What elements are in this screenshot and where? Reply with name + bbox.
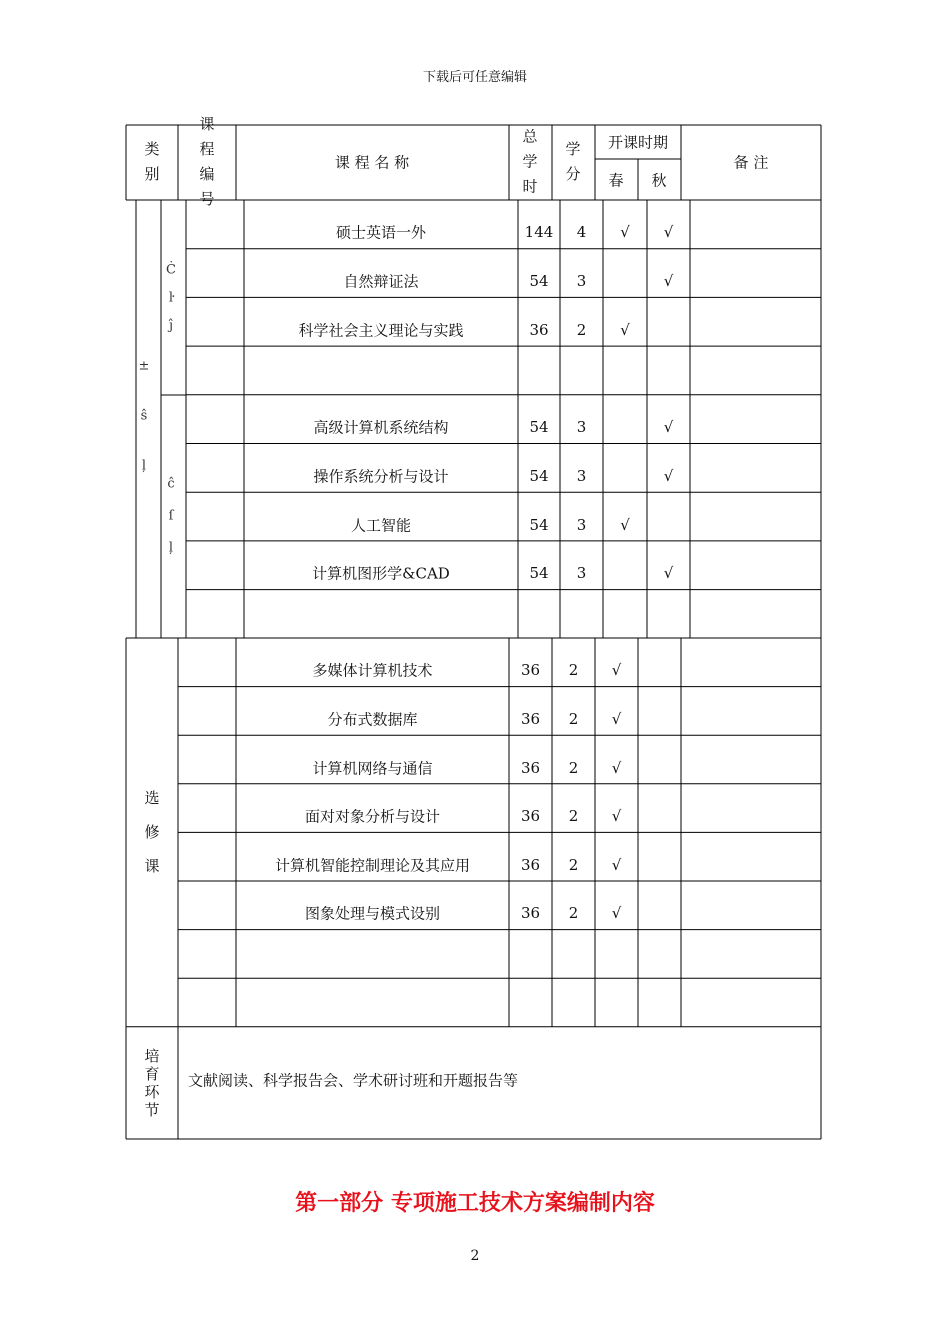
- page-header-note: 下载后可任意编辑: [422, 70, 527, 85]
- required-course-spring: √: [620, 320, 630, 339]
- elective-course-hours: 36: [520, 807, 541, 826]
- elective-course-credits: 2: [568, 758, 579, 777]
- group-fragment-outer: ±: [138, 358, 150, 374]
- required-course-credits: 3: [576, 418, 587, 437]
- required-course-name: 自然辩证法: [343, 272, 419, 291]
- elective-course-spring: √: [611, 709, 622, 728]
- elective-course-name: 面对对象分析与设计: [304, 807, 441, 826]
- header-remarks: 备 注: [733, 153, 769, 172]
- required-course-credits: 2: [576, 320, 587, 339]
- elective-course-hours: 36: [520, 758, 541, 777]
- required-course-spring: √: [620, 515, 630, 534]
- required-course-autumn: √: [663, 418, 674, 437]
- group-fragment-second: ſ: [168, 508, 174, 524]
- required-course-hours: 36: [529, 320, 549, 339]
- header-credits: 学 分: [565, 140, 581, 183]
- elective-course-credits: 2: [568, 709, 579, 728]
- required-course-hours: 54: [529, 272, 549, 291]
- required-course-hours: 144: [524, 223, 554, 242]
- elective-course-credits: 2: [568, 661, 579, 680]
- elective-course-spring: √: [611, 855, 622, 874]
- group-fragment-first: ŀ: [168, 290, 174, 306]
- elective-course-spring: √: [611, 904, 622, 923]
- elective-course-credits: 2: [568, 807, 579, 826]
- required-course-hours: 54: [529, 515, 549, 534]
- required-course-name: 计算机图形学&CAD: [312, 564, 450, 583]
- required-course-name: 科学社会主义理论与实践: [298, 321, 464, 340]
- elective-course-name: 图象处理与模式设别: [304, 904, 441, 923]
- elective-course-hours: 36: [520, 661, 541, 680]
- elective-course-name: 计算机网络与通信: [312, 759, 433, 777]
- required-course-name: 人工智能: [350, 516, 412, 535]
- required-course-credits: 3: [576, 515, 587, 534]
- training-label: 培 育 环 节: [144, 1047, 160, 1119]
- required-course-credits: 4: [576, 223, 587, 242]
- required-course-name: 硕士英语一外: [335, 223, 427, 242]
- elective-course-spring: √: [611, 661, 622, 680]
- required-course-hours: 54: [529, 418, 549, 437]
- elective-course-spring: √: [611, 807, 622, 826]
- header-category: 类 别: [144, 140, 160, 183]
- elective-course-hours: 36: [520, 709, 541, 728]
- group-fragment-first: Ċ: [166, 262, 176, 278]
- elective-course-credits: 2: [568, 855, 579, 874]
- elective-course-spring: √: [611, 758, 622, 777]
- elective-course-credits: 2: [568, 904, 579, 923]
- header-term: 开课时期: [607, 133, 669, 152]
- page-number: 2: [470, 1248, 480, 1264]
- group-fragment-first: ĵ: [168, 318, 174, 334]
- training-text: 文献阅读、科学报告会、学术研讨班和开题报告等: [188, 1071, 519, 1090]
- required-course-autumn: √: [663, 564, 674, 583]
- elective-label: 选 修 课: [144, 789, 160, 875]
- elective-course-name: 分布式数据库: [327, 710, 418, 729]
- group-fragment-second: ĉ: [167, 476, 175, 492]
- required-course-autumn: √: [663, 466, 674, 485]
- group-fragment-second: ļ: [168, 540, 174, 556]
- required-course-credits: 3: [576, 466, 587, 485]
- required-course-hours: 54: [529, 466, 549, 485]
- part-title: 第一部分 专项施工技术方案编制内容: [295, 1190, 655, 1216]
- required-course-name: 高级计算机系统结构: [313, 418, 449, 437]
- header-total-hours: 总 学 时: [522, 127, 538, 196]
- elective-course-hours: 36: [520, 904, 541, 923]
- required-course-spring: √: [620, 223, 630, 242]
- header-course-code: 课程 编号: [199, 115, 215, 208]
- required-course-credits: 3: [576, 564, 587, 583]
- header-autumn: 秋: [651, 171, 667, 190]
- elective-course-name: 计算机智能控制理论及其应用: [274, 856, 471, 875]
- required-course-name: 操作系统分析与设计: [313, 467, 449, 486]
- elective-course-hours: 36: [520, 855, 541, 874]
- group-fragment-outer: ļ: [141, 458, 147, 474]
- required-course-hours: 54: [529, 564, 549, 583]
- group-fragment-outer: ŝ: [140, 408, 148, 424]
- header-spring: 春: [608, 171, 624, 190]
- required-course-credits: 3: [576, 272, 587, 291]
- header-course-name: 课 程 名 称: [334, 153, 410, 172]
- elective-course-name: 多媒体计算机技术: [312, 661, 433, 680]
- required-course-autumn: √: [663, 223, 674, 242]
- required-course-autumn: √: [663, 272, 674, 291]
